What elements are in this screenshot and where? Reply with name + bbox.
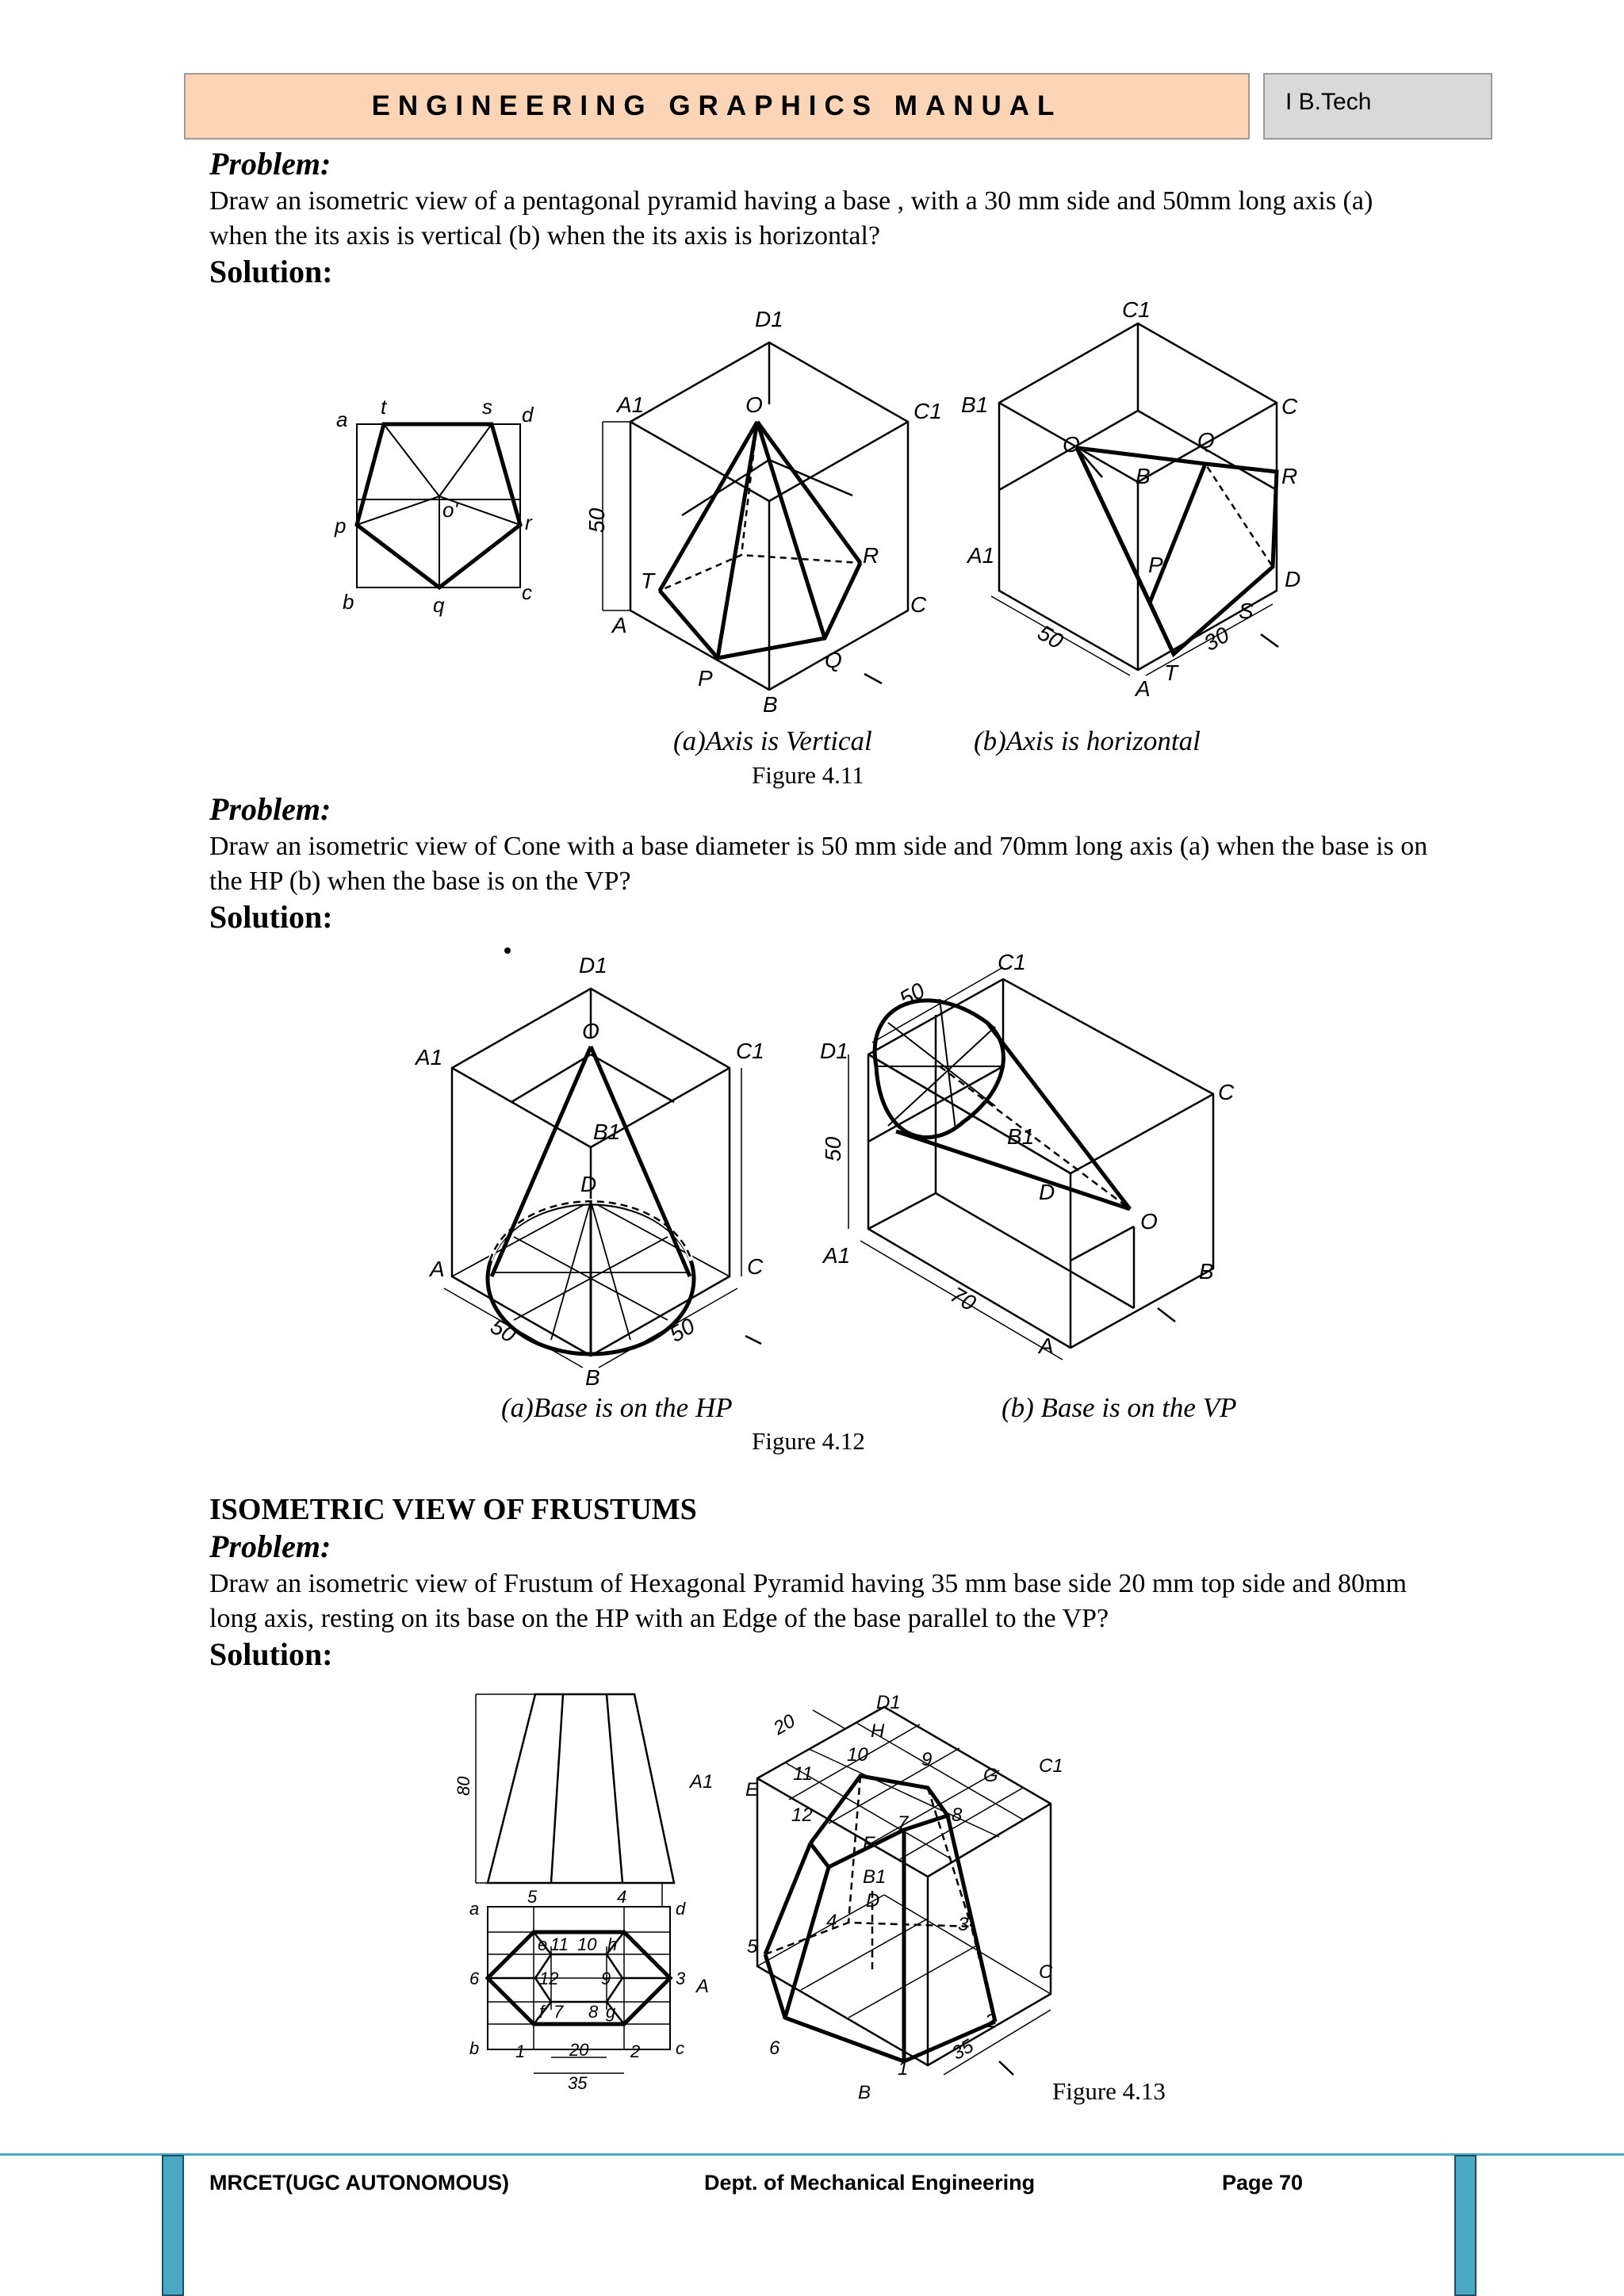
label-8: 8 (588, 2002, 599, 2022)
label-10: 10 (577, 1934, 597, 1954)
label-C1: C1 (736, 1039, 764, 1063)
label-c: c (676, 2038, 684, 2058)
label-d: d (522, 403, 534, 427)
label-d: d (676, 1899, 686, 1919)
label-p: p (335, 514, 347, 538)
solution-label-2: Solution: (209, 899, 333, 935)
label-t: t (381, 395, 387, 419)
label-C1: C1 (998, 950, 1026, 974)
problem-label-3: Problem: (209, 1529, 331, 1564)
label-g: g (606, 2002, 616, 2022)
footer-department: Dept. of Mechanical Engineering (704, 2171, 1036, 2195)
label-O: O (745, 392, 763, 417)
problem-label-2: Problem: (209, 791, 331, 827)
label-B1: B1 (1007, 1124, 1035, 1149)
label-f: f (539, 2002, 545, 2022)
course-label-box (1263, 73, 1492, 140)
problem-text-2: Draw an isometric view of Cone with a base diameter is 50 mm side and 70mm long axis (a) when the base is on the HP (b) when the base is on the VP? (209, 832, 1428, 896)
label-G: G (983, 1765, 998, 1786)
dim-50-left: 50 (486, 1314, 520, 1348)
label-O: O (582, 1019, 599, 1043)
label-a: a (469, 1899, 480, 1919)
label-A: A (1039, 1334, 1054, 1358)
label-F: F (863, 1833, 875, 1854)
label-O: O (1063, 432, 1080, 457)
label-12: 12 (791, 1804, 813, 1826)
label-A1: A1 (416, 1045, 443, 1070)
label-B: B (763, 692, 778, 717)
label-T: T (641, 568, 655, 593)
label-o-prime: o' (442, 498, 458, 522)
dim-50-right: 50 (665, 1313, 699, 1347)
label-4: 4 (617, 1887, 627, 1907)
label-b: b (343, 590, 354, 614)
label-5: 5 (747, 1936, 758, 1957)
label-6: 6 (469, 1969, 480, 1988)
caption-axis-horizontal: (b)Axis is horizontal (974, 725, 1201, 756)
solution-label-1: Solution: (209, 254, 333, 289)
label-c: c (522, 580, 532, 604)
label-R: R (1281, 464, 1298, 488)
footer-rule (0, 2153, 1624, 2156)
label-2: 2 (985, 2011, 996, 2032)
label-C: C (1218, 1080, 1235, 1104)
label-H: H (871, 1720, 885, 1742)
label-D1: D1 (876, 1692, 901, 1713)
pentagonal-pyramid-vertical-drawing (584, 301, 942, 717)
label-a: a (336, 408, 348, 431)
label-R: R (863, 543, 879, 568)
caption-base-on-hp: (a)Base is on the HP (501, 1392, 733, 1423)
label-D1: D1 (820, 1039, 848, 1063)
label-A: A (1136, 676, 1151, 701)
label-C: C (1281, 394, 1298, 419)
label-12: 12 (539, 1969, 559, 1988)
label-A: A (612, 613, 627, 637)
dim-35: 35 (568, 2073, 588, 2093)
label-B1: B1 (863, 1866, 887, 1888)
footer-page-number: Page 70 (1222, 2171, 1304, 2195)
footer-right-bar (1454, 2155, 1477, 2296)
label-A1: A1 (617, 392, 645, 417)
label-4: 4 (826, 1911, 837, 1932)
label-B: B (585, 1365, 600, 1390)
solution-label-3: Solution: (209, 1636, 333, 1672)
label-r: r (525, 511, 532, 534)
manual-title: ENGINEERING GRAPHICS MANUAL (371, 90, 1063, 121)
manual-title-banner (184, 73, 1250, 140)
label-8: 8 (952, 1804, 963, 1826)
label-Q: Q (825, 648, 842, 672)
label-10: 10 (847, 1744, 868, 1766)
caption-base-on-vp: (b) Base is on the VP (1002, 1392, 1237, 1423)
label-e: e (538, 1934, 548, 1954)
frustum-isometric-drawing (690, 1661, 1063, 2105)
figure-4-11-label: Figure 4.11 (752, 761, 864, 789)
label-A1: A1 (823, 1243, 851, 1268)
label-A1: A1 (967, 543, 995, 568)
problem-text-3: Draw an isometric view of Frustum of Hexagonal Pyramid having 35 mm base side 20 mm top side and 80mm long axis, resting on its base on the HP with an Edge of the base parallel to the VP? (209, 1569, 1407, 1633)
footer-institution: MRCET(UGC AUTONOMOUS) (209, 2171, 509, 2195)
caption-axis-vertical: (a)Axis is Vertical (673, 725, 872, 756)
label-B: B (1136, 464, 1151, 488)
label-7: 7 (553, 2002, 564, 2022)
label-9: 9 (601, 1969, 611, 1988)
label-3: 3 (958, 1914, 969, 1935)
figure-4-13-label: Figure 4.13 (1052, 2077, 1166, 2105)
label-P: P (698, 666, 713, 691)
label-D: D (1285, 567, 1301, 591)
label-5: 5 (527, 1887, 538, 1907)
label-A: A (696, 1976, 710, 1997)
label-T: T (1164, 660, 1178, 685)
label-D: D (580, 1172, 597, 1196)
cone-base-on-hp-drawing (412, 939, 801, 1391)
footer-left-bar (162, 2155, 184, 2296)
label-9: 9 (921, 1749, 933, 1770)
label-E: E (745, 1779, 759, 1800)
label-Q: Q (1197, 428, 1215, 453)
frustum-orthographic-views-drawing (452, 1677, 698, 2113)
label-B1: B1 (593, 1119, 621, 1144)
label-s: s (482, 395, 492, 419)
label-O: O (1140, 1209, 1158, 1234)
problem-text-1: Draw an isometric view of a pentagonal pyramid having a base , with a 30 mm side and 50mm long axis (a) when the its axis is vertical (b) when the its axis is horizontal? (209, 186, 1373, 251)
label-3: 3 (676, 1969, 686, 1988)
label-B1: B1 (961, 392, 989, 417)
label-P: P (1148, 553, 1163, 577)
label-7: 7 (898, 1812, 909, 1834)
label-S: S (1239, 599, 1254, 623)
label-D1: D1 (755, 307, 783, 331)
label-C1: C1 (914, 399, 942, 423)
label-11: 11 (550, 1934, 569, 1954)
dim-50-side: 50 (821, 1136, 845, 1161)
pentagonal-pyramid-horizontal-drawing (959, 293, 1308, 706)
figure-4-12-label: Figure 4.12 (752, 1427, 865, 1455)
label-q: q (433, 593, 445, 617)
label-A1: A1 (690, 1771, 714, 1793)
cone-base-on-vp-drawing (809, 947, 1237, 1360)
label-C1: C1 (1122, 297, 1151, 322)
label-11: 11 (793, 1763, 813, 1785)
dim-20: 20 (569, 2040, 589, 2060)
dim-35: 35 (948, 2035, 978, 2064)
section-heading-frustums: ISOMETRIC VIEW OF FRUSTUMS (209, 1493, 697, 1526)
dim-20: 20 (769, 1710, 799, 1739)
label-h: h (607, 1934, 618, 1954)
label-A: A (430, 1257, 445, 1281)
label-C: C (910, 592, 927, 617)
label-D: D (866, 1890, 880, 1911)
dim-70: 70 (946, 1282, 980, 1316)
label-B: B (858, 2082, 871, 2103)
label-C: C (1039, 1961, 1053, 1983)
dim-30: 30 (1199, 622, 1234, 656)
label-1: 1 (515, 2042, 526, 2061)
dim-50: 50 (1033, 620, 1067, 654)
label-D1: D1 (579, 953, 607, 978)
label-C1: C1 (1039, 1755, 1063, 1777)
label-6: 6 (769, 2038, 780, 2059)
label-C: C (747, 1254, 764, 1279)
label-1: 1 (898, 2058, 909, 2080)
dim-50: 50 (584, 507, 609, 533)
label-b: b (469, 2038, 480, 2058)
label-B: B (1199, 1259, 1214, 1284)
label-D: D (1039, 1180, 1055, 1204)
pentagon-plan-view (333, 396, 539, 618)
course-label: I B.Tech (1285, 89, 1372, 115)
problem-label-1: Problem: (209, 146, 331, 182)
dim-80: 80 (454, 1776, 473, 1796)
dim-50-top: 50 (894, 978, 929, 1012)
label-2: 2 (630, 2042, 641, 2061)
